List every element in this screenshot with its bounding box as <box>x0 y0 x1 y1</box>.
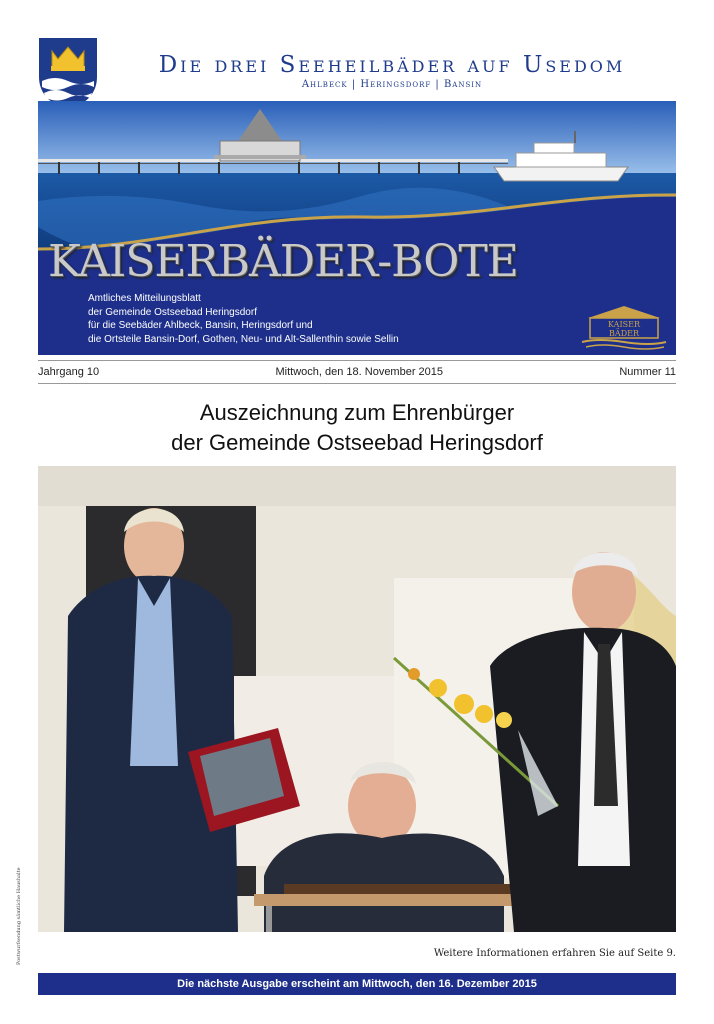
banner-line: die Ortsteile Bansin-Dorf, Gothen, Neu- und Alt-Sallenthin sowie Sellin <box>88 333 399 345</box>
banner-line: für die Seebäder Ahlbeck, Bansin, Heringsdorf und <box>88 320 313 331</box>
next-issue-bar: Die nächste Ausgabe erscheint am Mittwoch, den 16. Dezember 2015 <box>38 973 676 995</box>
masthead-subtitle: Ahlbeck | Heringsdorf | Bansin <box>301 79 483 90</box>
postal-note: Postwurfsendung sämtliche Haushalte <box>16 867 22 965</box>
article-photo <box>38 466 676 932</box>
banner-line: der Gemeinde Ostseebad Heringsdorf <box>88 306 257 318</box>
divider <box>38 383 676 384</box>
coat-of-arms-icon <box>38 37 98 109</box>
masthead-title: Die drei Seeheilbäder auf Usedom <box>158 52 626 78</box>
banner-line: Amtliches Mitteilungsblatt <box>88 293 201 304</box>
issue-meta <box>38 366 676 378</box>
photo-caption: Weitere Informationen erfahren Sie auf Seite 9. <box>433 948 676 959</box>
headline-line: der Gemeinde Ostseebad Heringsdorf <box>171 430 543 455</box>
volume: Jahrgang 10 <box>38 366 100 378</box>
banner-info <box>88 292 528 346</box>
divider <box>38 360 676 361</box>
logo-text-2: BÄDER <box>609 329 639 338</box>
headline <box>38 398 676 458</box>
photo-illustration <box>38 466 676 932</box>
kaiserbaeder-logo <box>578 304 670 350</box>
issue-date: Mittwoch, den 18. November 2015 <box>275 366 444 378</box>
headline-line: Auszeichnung zum Ehrenbürger <box>199 400 515 425</box>
banner-brand: KAISERBÄDER-BOTE <box>48 236 518 287</box>
logo-text-1: KAISER <box>608 320 640 329</box>
issue-number: Nummer 11 <box>619 366 676 378</box>
